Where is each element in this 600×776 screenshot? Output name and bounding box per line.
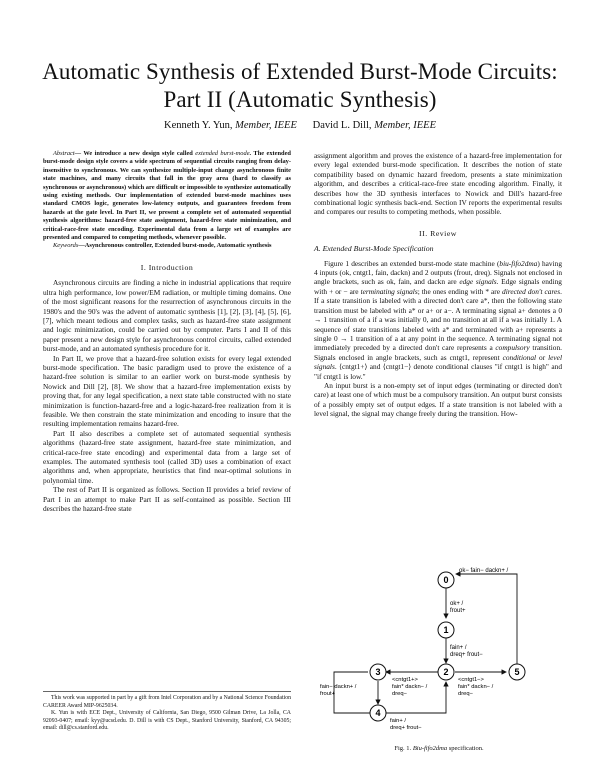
- svg-text:5: 5: [514, 667, 520, 677]
- svg-text:2: 2: [443, 667, 449, 677]
- abstract-text-a: — We introduce a new design style called: [74, 150, 193, 157]
- intro-paragraph-1: Asynchronous circuits are finding a niche in industrial applications that require ultra high performance, low power/EM radiation, or multiple timing domains. One of the most significant reasons for the resurrection of asynchronous circuits in the 1980's and the 90's was the advent of automatic synthesis [1], [2], [3], [4], [5], [6], [7], which meant tedious and complex tasks, such as hazard-free state assignment and logic minimization, could be carried out by computer. Parts I and II of this paper present a new design style for asynchronous control circuits, called extended burst-mode, and an automated synthesis procedure for it.: [43, 278, 291, 354]
- intro-paragraph-3: Part II also describes a complete set of automated sequential synthesis algorithms (hazard-free state assignment, hazard-free state minimization, and critical-race-free state encoding) and experimental data from a large set of examples. The automated synthesis tool (called 3D) uses a combination of exact algorithms and, when appropriate, heuristics that find near-optimal solutions in polynomial time.: [43, 428, 291, 485]
- label-s0-out: ok− fain− dackn+ /: [459, 568, 509, 574]
- label-t23-in: <cntgt1+>: [392, 677, 418, 683]
- state-1: [438, 622, 454, 638]
- label-t25-mid: fain* dackn− /: [458, 684, 494, 690]
- keywords-label: Keywords: [53, 242, 79, 250]
- review-p1-b: ) having 4 inputs (ok, cntgt1, fain, dackn) and 2 outputs (frout, dreq). Signals not enclosed in angle brackets, such as ok, fain, and dackn are: [314, 258, 562, 287]
- abstract: [43, 150, 291, 242]
- author-2-name: David L. Dill,: [312, 120, 372, 131]
- abstract-label: Abstract: [53, 150, 75, 157]
- intro-paragraph-2: In Part II, we prove that a hazard-free solution exists for every legal extended burst-mode specification. The basic paradigm used to prove the existence of a hazard-free solution is similar to an earlier work on burst-mode synthesis by Nowick and Dill [2], [8]. We show that a hazard-free implementation exists by proving that, for any legal specification, a next state table constructed with no state minimization is function-hazard-free and a logic-hazard-free realization from it is feasible. We then constrain the state minimization and encoding to insure that the resulting implementation remains hazard-free.: [43, 353, 291, 429]
- state-2: [438, 664, 454, 680]
- review-p1-em7: level signals: [314, 352, 562, 372]
- review-p1-f: transition. Signals enclosed in angle brackets, such as cntgt1, represent: [314, 343, 562, 362]
- label-t12-out: dreq+ frout−: [450, 652, 483, 658]
- svg-text:1: 1: [443, 625, 449, 635]
- state-3: [370, 664, 386, 680]
- svg-text:4: 4: [375, 708, 381, 718]
- review-p1-e: . If a state transition is labeled with a directed don't care a*, then the following state transition must be labeled with a* or a+ or a−. A terminating signal a+ denotes a 0 → 1 transition of a if a was initially 0, and no transition at all if a was initially 1. A sequence of state transitions labeled with a* and terminated with a+ represents a single 0 → 1 transition of a at any point in the sequence. A terminating signal not immediately preceded by a directed don't care represents a: [314, 286, 562, 353]
- review-p1-d: ; the ones ending with * are: [417, 286, 501, 296]
- label-t01-out: frout+: [450, 608, 466, 614]
- review-p1-em3: terminating signals: [360, 286, 418, 296]
- intro-paragraph-4: The rest of Part II is organized as follows. Section II provides a brief review of Part I in an attempt to make Part II as self-contained as possible. Section III describes the hazard-free state: [43, 485, 291, 514]
- figure-1-state-diagram: [316, 560, 564, 740]
- label-t42-in: fain+ /: [390, 718, 406, 724]
- footnotes: [43, 691, 291, 733]
- state-0: [438, 572, 454, 588]
- right-paragraph-1: assignment algorithm and proves the existence of a hazard-free implementation for every legal extended burst-mode specification. It describes the notion of state compatibility based on dynamic hazard freedom, presents a state minimization algorithm, and describes a critical-race-free state encoding algorithm. Finally, it describes how the 3D synthesis interfaces to Nowick and Dill's hazard-free combinational logic synthesis back-end. Section IV reports the experimental results and compares our results to competing methods, when possible.: [314, 151, 562, 217]
- label-t12-in: fain+ /: [450, 645, 467, 651]
- caption-prefix: Fig. 1.: [394, 745, 412, 752]
- author-1-name: Kenneth Y. Yun,: [164, 120, 233, 131]
- review-p1-em2: edge signals: [459, 277, 497, 287]
- review-p1-h: . ⟨cntgt1+⟩ and ⟨cntgt1−⟩ denote conditional clauses "if cntgt1 is high" and "if cntgt1 is low.": [314, 362, 562, 381]
- label-t01-in: ok+ /: [450, 601, 464, 607]
- authors: [40, 120, 560, 131]
- keywords-text: —Asynchronous controller, Extended burst-mode, Automatic synthesis: [78, 242, 272, 250]
- section-2-heading: II. Review: [419, 228, 457, 238]
- footnote-affiliations: K. Yun is with ECE Dept., University of California, San Diego, 9500 Gilman Drive, La Jolla, CA 92093-0407; email: kyy@ucsd.edu. D. Dill is with CS Dept., Stanford University, Stanford, CA 94305; email: dill@cs.stanford.edu.: [43, 710, 291, 732]
- author-1-role: Member, IEEE: [235, 120, 297, 131]
- review-p1-c: . Edge signals ending with + or − are: [314, 277, 562, 296]
- figure-1-caption: [314, 745, 564, 752]
- right-column: [314, 151, 562, 419]
- section-1-heading: I. Introduction: [140, 262, 194, 272]
- label-t34-out: frout+: [320, 691, 335, 697]
- subsection-2a-heading: A. Extended Burst-Mode Specification: [314, 244, 434, 254]
- state-5: [509, 664, 525, 680]
- review-p1-em5: compulsory: [495, 343, 530, 353]
- label-t23-out: dreq−: [392, 691, 407, 697]
- review-paragraph-2: An input burst is a non-empty set of input edges (terminating or directed don't care) at least one of which must be a compulsory transition. An output burst consists of a possibly empty set of output edges. If a state transition is not labeled with a level signal, the signal may change freely during the transition. How-: [314, 380, 562, 419]
- caption-suffix: specification.: [448, 745, 484, 752]
- review-p1-g: or: [536, 352, 546, 362]
- label-t23-mid: fain* dackn− /: [392, 684, 428, 690]
- svg-text:3: 3: [375, 667, 381, 677]
- label-t25-in: <cntgt1−>: [458, 677, 484, 683]
- edge-4-3-loop: [334, 672, 370, 713]
- svg-text:0: 0: [443, 575, 449, 585]
- paper-title: Automatic Synthesis of Extended Burst-Mode Circuits: Part II (Automatic Synthesis): [42, 59, 558, 112]
- caption-name: Biu-fifo2dma: [412, 745, 448, 752]
- footnote-funding: This work was supported in part by a gift from Intel Corporation and by a National Science Foundation CAREER Award MIP-9625034.: [43, 695, 291, 709]
- author-2-role: Member, IEEE: [374, 120, 436, 131]
- label-t42-out: dreq+ frout−: [390, 725, 422, 731]
- review-p1-a: Figure 1 describes an extended burst-mode state machine (: [324, 258, 500, 268]
- label-t34-in: fain− dackn+ /: [320, 684, 357, 690]
- review-p1-em: biu-fifo2dma: [499, 258, 538, 268]
- left-column: [43, 150, 291, 513]
- keywords: [43, 242, 291, 250]
- state-4: [370, 705, 386, 721]
- label-t25-out: dreq−: [458, 691, 473, 697]
- review-p1-em6: conditional: [502, 352, 537, 362]
- review-paragraph-1: [314, 259, 562, 381]
- abstract-text-b: . The extended burst-mode design style covers a wide spectrum of sequential circuits ranging from delay-insensitive to synchronous. We can synthesize multiple-input change asynchronous finite state machines, and many circuits that fall in the gray area (hard to classify as synchronous or asynchronous) which are difficult or impossible to synthesize automatically using existing methods. Our implementation of extended burst-mode machines uses standard CMOS logic, generates low-latency outputs, and guarantees freedom from hazards at the gate level. In Part II, we present a complete set of automated sequential synthesis algorithms: hazard-free state assignment, hazard-free state minimization, and critical-race-free state encoding. Experimental data from a large set of examples are presented and compared to competing methods, whenever possible.: [43, 150, 291, 242]
- review-p1-em4: directed don't cares: [502, 286, 561, 296]
- abstract-emphasis: extended burst-mode: [195, 150, 250, 157]
